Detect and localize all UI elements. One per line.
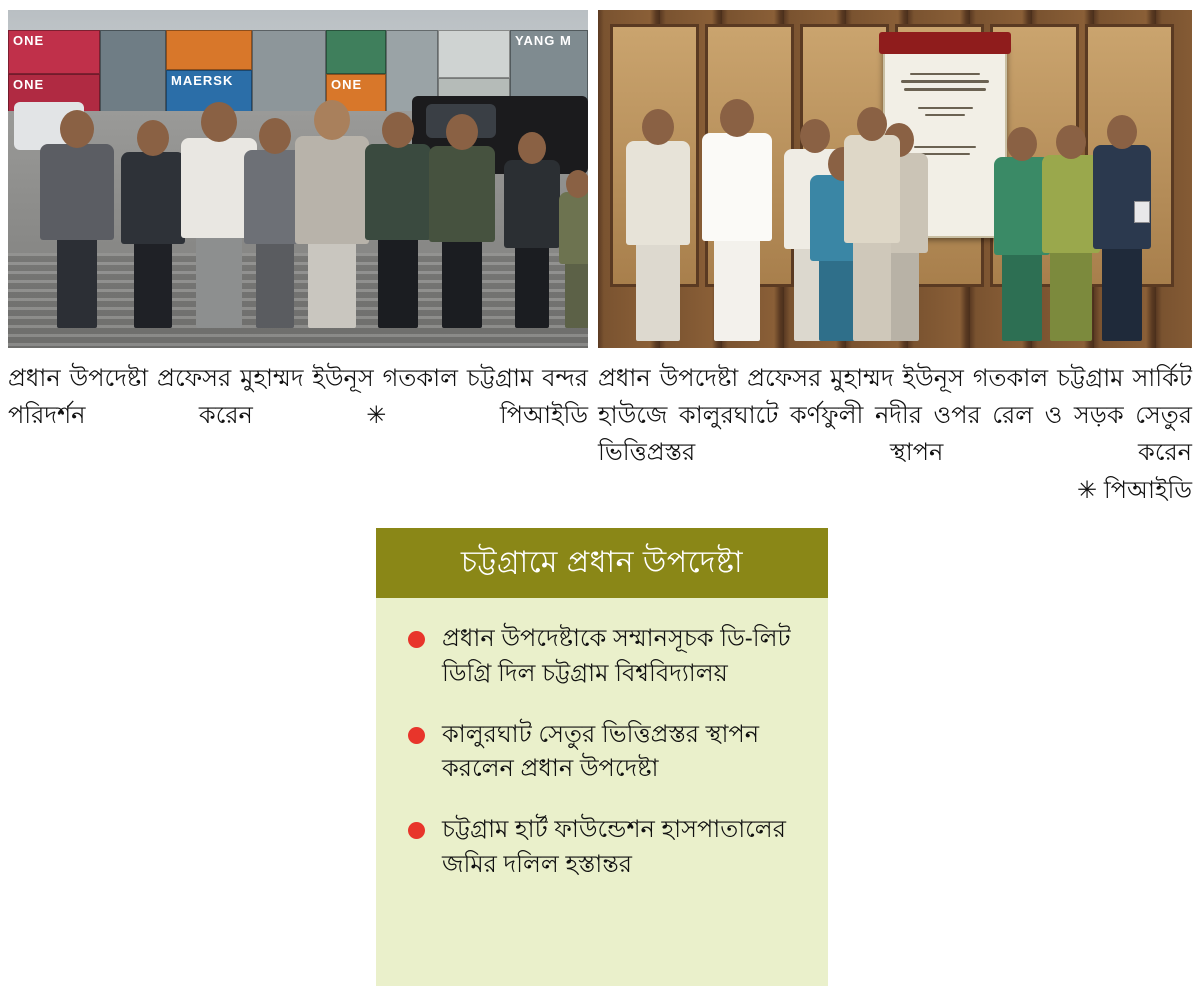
person-head bbox=[382, 112, 414, 148]
person-legs bbox=[515, 240, 549, 328]
person-body bbox=[429, 146, 495, 242]
person-body bbox=[40, 144, 114, 240]
person-head bbox=[857, 107, 887, 141]
bullet-icon bbox=[408, 631, 425, 648]
bullet-icon bbox=[408, 727, 425, 744]
person-figure bbox=[622, 97, 694, 341]
person-legs bbox=[442, 234, 482, 328]
plaque-text-line bbox=[910, 73, 980, 75]
photo-plaque-unveiling bbox=[598, 10, 1192, 348]
photo-port-visit bbox=[8, 10, 588, 348]
container-label: ONE bbox=[331, 77, 363, 93]
list-item[interactable] bbox=[402, 622, 802, 692]
person-legs bbox=[134, 236, 172, 328]
person-body bbox=[365, 144, 431, 240]
person-head bbox=[201, 102, 237, 142]
person-legs bbox=[196, 230, 242, 328]
plaque-text-line bbox=[918, 107, 973, 109]
person-figure-guard bbox=[424, 102, 500, 328]
person-figure bbox=[34, 102, 120, 328]
person-figure bbox=[698, 85, 776, 341]
list-item-label: কালুরঘাট সেতুর ভিত্তিপ্রস্তর স্থাপন করলেন প্রধান উপদেষ্টা bbox=[442, 720, 760, 783]
person-figure-soldier bbox=[556, 158, 588, 328]
caption-right bbox=[598, 360, 1192, 509]
person-legs bbox=[853, 237, 891, 341]
person-body bbox=[295, 136, 369, 244]
person-legs bbox=[1050, 245, 1092, 341]
plaque-text-line bbox=[901, 80, 989, 83]
person-body bbox=[559, 192, 588, 264]
person-figure bbox=[1090, 101, 1154, 341]
person-legs bbox=[378, 232, 418, 328]
person-head bbox=[1056, 125, 1086, 159]
bullet-icon bbox=[408, 822, 425, 839]
person-body bbox=[626, 141, 690, 245]
person-head bbox=[137, 120, 169, 156]
person-legs bbox=[714, 233, 760, 341]
container-label: ONE bbox=[13, 33, 45, 49]
person-body bbox=[1093, 145, 1151, 249]
list-item-label: চট্টগ্রাম হার্ট ফাউন্ডেশন হাসপাতালের জমির দলিল হস্তান্তর bbox=[442, 816, 786, 878]
person-head bbox=[642, 109, 674, 145]
person-legs bbox=[256, 236, 294, 328]
photo-row bbox=[0, 10, 1200, 350]
container-block bbox=[326, 30, 386, 74]
caption-left: প্রধান উপদেষ্টা প্রফেসর মুহাম্মদ ইউনূস গতকাল চট্টগ্রাম বন্দর পরিদর্শন করেন ✳ পিআইডি bbox=[8, 365, 588, 430]
person-legs bbox=[1102, 241, 1142, 341]
person-head bbox=[518, 132, 546, 164]
caption-right-text: প্রধান উপদেষ্টা প্রফেসর মুহাম্মদ ইউনূস গতকাল চট্টগ্রাম সার্কিট হাউজে কালুরঘাটে কর্ণফুলী নদীর ওপর রেল ও সড়ক সেতুর ভিত্তিপ্রস্তর স্থাপন করেন bbox=[598, 365, 1192, 467]
container-block bbox=[438, 30, 510, 78]
person-head bbox=[314, 100, 350, 140]
person-body bbox=[844, 135, 900, 243]
highlight-box-title: চট্টগ্রামে প্রধান উপদেষ্টা bbox=[460, 545, 744, 579]
highlight-box-header bbox=[376, 528, 828, 598]
person-body bbox=[504, 160, 560, 248]
person-head bbox=[720, 99, 754, 137]
container-label: ONE bbox=[13, 77, 45, 93]
person-head bbox=[259, 118, 291, 154]
person-legs bbox=[1002, 247, 1042, 341]
person-legs bbox=[57, 232, 97, 328]
person-head bbox=[1007, 127, 1037, 161]
plaque-text-line bbox=[904, 88, 986, 91]
list-item[interactable] bbox=[402, 718, 802, 788]
caption-right-credit: ✳ পিআইডি bbox=[1077, 476, 1192, 504]
container-block bbox=[166, 30, 252, 70]
highlight-box bbox=[376, 528, 828, 986]
person-body bbox=[702, 133, 772, 241]
highlight-box-list bbox=[376, 598, 828, 883]
list-item[interactable] bbox=[402, 813, 802, 883]
person-figure-guard bbox=[500, 118, 564, 328]
person-figure-chief-adviser bbox=[840, 93, 904, 341]
id-badge bbox=[1134, 201, 1150, 223]
person-legs bbox=[565, 258, 588, 328]
container-label: MAERSK bbox=[171, 73, 234, 89]
person-head bbox=[566, 170, 588, 198]
person-head bbox=[446, 114, 478, 150]
container-label: YANG M bbox=[515, 33, 572, 49]
plaque-curtain bbox=[879, 32, 1011, 54]
list-item-label: প্রধান উপদেষ্টাকে সম্মানসূচক ডি-লিট ডিগ্রি দিল চট্টগ্রাম বিশ্ববিদ্যালয় bbox=[442, 625, 791, 687]
person-head bbox=[60, 110, 94, 148]
person-head bbox=[1107, 115, 1137, 149]
container-block bbox=[8, 30, 100, 74]
person-legs bbox=[636, 237, 680, 341]
person-legs bbox=[308, 236, 356, 328]
